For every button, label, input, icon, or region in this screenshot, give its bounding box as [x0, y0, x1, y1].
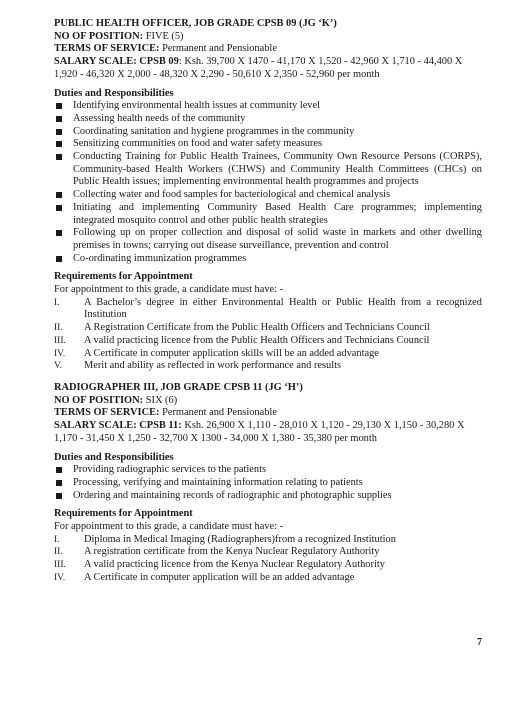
bullet-square-icon [56, 154, 62, 160]
requirement-text: A registration certificate from the Kenya Nuclear Regulatory Authority [84, 546, 380, 558]
terms-line [54, 43, 482, 56]
duty-text: Providing radiographic services to the patients [73, 464, 267, 476]
list-item [54, 297, 482, 322]
bullet-square-icon [56, 493, 62, 499]
list-item [54, 202, 482, 227]
positions-value: SIX (6) [143, 394, 178, 406]
list-item [54, 151, 482, 189]
list-number: IV. [54, 572, 66, 583]
list-item [54, 322, 482, 335]
requirements-heading: Requirements for Appointment [54, 271, 193, 283]
requirements-list [54, 534, 482, 585]
salary-line [54, 420, 482, 445]
requirement-text: A valid practicing licence from the Kenya Nuclear Regulatory Authority [84, 559, 385, 571]
list-item [54, 348, 482, 361]
list-number: III. [54, 335, 66, 346]
duties-list [54, 464, 482, 502]
duties-list [54, 100, 482, 265]
positions-line [54, 31, 482, 44]
job-title: RADIOGRAPHER III, JOB GRADE CPSB 11 (JG ‘H’) [54, 381, 303, 393]
duties-heading: Duties and Responsibilities [54, 451, 174, 463]
salary-line [54, 56, 482, 81]
duties-heading: Duties and Responsibilities [54, 87, 174, 99]
list-item [54, 227, 482, 252]
duty-text: Assessing health needs of the community [73, 112, 246, 124]
requirement-text: A valid practicing licence from the Public Health Officers and Technicians Council [84, 334, 430, 346]
list-number: I. [54, 297, 60, 308]
bullet-square-icon [56, 256, 62, 262]
list-number: II. [54, 547, 63, 558]
job-section-public-health-officer [54, 18, 482, 373]
terms-line [54, 407, 482, 420]
terms-label: TERMS OF SERVICE: [54, 43, 160, 55]
bullet-square-icon [56, 103, 62, 109]
job-title: PUBLIC HEALTH OFFICER, JOB GRADE CPSB 09 (JG ‘K’) [54, 18, 337, 29]
duty-text: Ordering and maintaining records of radiographic and photographic supplies [73, 489, 392, 501]
list-item [54, 360, 482, 373]
list-item [54, 113, 482, 126]
list-item [54, 138, 482, 151]
bullet-square-icon [56, 467, 62, 473]
list-number: II. [54, 323, 63, 334]
bullet-square-icon [56, 141, 62, 147]
list-item [54, 490, 482, 503]
requirement-text: Merit and ability as reflected in work performance and results [84, 360, 342, 372]
duty-text: Following up on proper collection and disposal of solid waste in markets and other dwelling premises in towns; carrying out disease surveillance, prevention and control [73, 227, 482, 251]
positions-value: FIVE (5) [143, 30, 184, 42]
requirement-text: A Certificate in computer application skills will be an added advantage [84, 347, 379, 359]
terms-value: Permanent and Pensionable [159, 43, 277, 55]
salary-label: SALARY SCALE: CPSB 09 [54, 56, 179, 68]
duty-text: Processing, verifying and maintaining information relating to patients [73, 476, 363, 488]
terms-label: TERMS OF SERVICE: [54, 407, 160, 419]
duty-text: Identifying environmental health issues at community level [73, 100, 321, 112]
requirements-list [54, 297, 482, 373]
list-item [54, 559, 482, 572]
bullet-square-icon [56, 129, 62, 135]
bullet-square-icon [56, 192, 62, 198]
job-section-radiographer [54, 382, 482, 585]
list-item [54, 477, 482, 490]
duty-text: Sensitizing communities on food and water safety measures [73, 138, 323, 150]
duty-text: Collecting water and food samples for bacteriological and chemical analysis [73, 189, 391, 201]
terms-value: Permanent and Pensionable [159, 407, 277, 419]
requirement-text: A Certificate in computer application will be an added advantage [84, 571, 355, 583]
requirement-text: A Bachelor’s degree in either Environmental Health or Public Health from a recognized Institution [84, 296, 482, 321]
salary-value: : Ksh. 39,700 X 1470 - 41,170 X 1,520 - 42,960 X 1,710 - 44,400 X 1,920 - 46,320 X 2,000 - 48,320 X 2,290 - 50,610 X 2,350 - 52,960 per month [54, 56, 463, 80]
positions-line [54, 395, 482, 408]
requirements-intro: For appointment to this grade, a candidate must have: - [54, 284, 284, 296]
bullet-square-icon [56, 116, 62, 122]
requirements-intro: For appointment to this grade, a candidate must have: - [54, 521, 284, 533]
positions-label: NO OF POSITION: [54, 30, 144, 42]
list-item [54, 335, 482, 348]
list-item [54, 546, 482, 559]
duty-text: Initiating and implementing Community Based Health Care programmes; implementing integrated mosquito control and other public health strategies [73, 201, 482, 226]
list-item [54, 189, 482, 202]
salary-value: Ksh. 26,900 X 1,110 - 28,010 X 1,120 - 29,130 X 1,150 - 30,280 X 1,170 - 31,450 X 1,250 - 32,700 X 1300 - 34,000 X 1,380 - 35,380 per month [54, 420, 465, 444]
duty-text: Conducting Training for Public Health Trainees, Community Own Resource Persons (CORPS), Community-based Health Workers (CHWS) and Community Health Committees (CHCs) on Public Health issues; implementing environmental health programmes and projects [73, 151, 482, 188]
list-item [54, 572, 482, 585]
page-number: 7 [477, 637, 482, 648]
positions-label: NO OF POSITION: [54, 394, 144, 406]
list-number: III. [54, 560, 66, 571]
requirement-text: Diploma in Medical Imaging (Radiographers)from a recognized Institution [84, 533, 396, 545]
bullet-square-icon [56, 480, 62, 486]
list-number: V. [54, 361, 63, 372]
list-item [54, 126, 482, 139]
bullet-square-icon [56, 230, 62, 236]
duty-text: Coordinating sanitation and hygiene programmes in the community [73, 125, 355, 137]
duty-text: Co-ordinating immunization programmes [73, 252, 247, 264]
requirements-heading: Requirements for Appointment [54, 508, 193, 520]
list-item [54, 464, 482, 477]
list-number: IV. [54, 348, 66, 359]
requirement-text: A Registration Certificate from the Public Health Officers and Technicians Council [84, 322, 430, 334]
list-item [54, 100, 482, 113]
salary-label: SALARY SCALE: CPSB 11: [54, 420, 182, 432]
list-item [54, 253, 482, 266]
bullet-square-icon [56, 205, 62, 211]
list-number: I. [54, 534, 60, 545]
list-item [54, 534, 482, 547]
